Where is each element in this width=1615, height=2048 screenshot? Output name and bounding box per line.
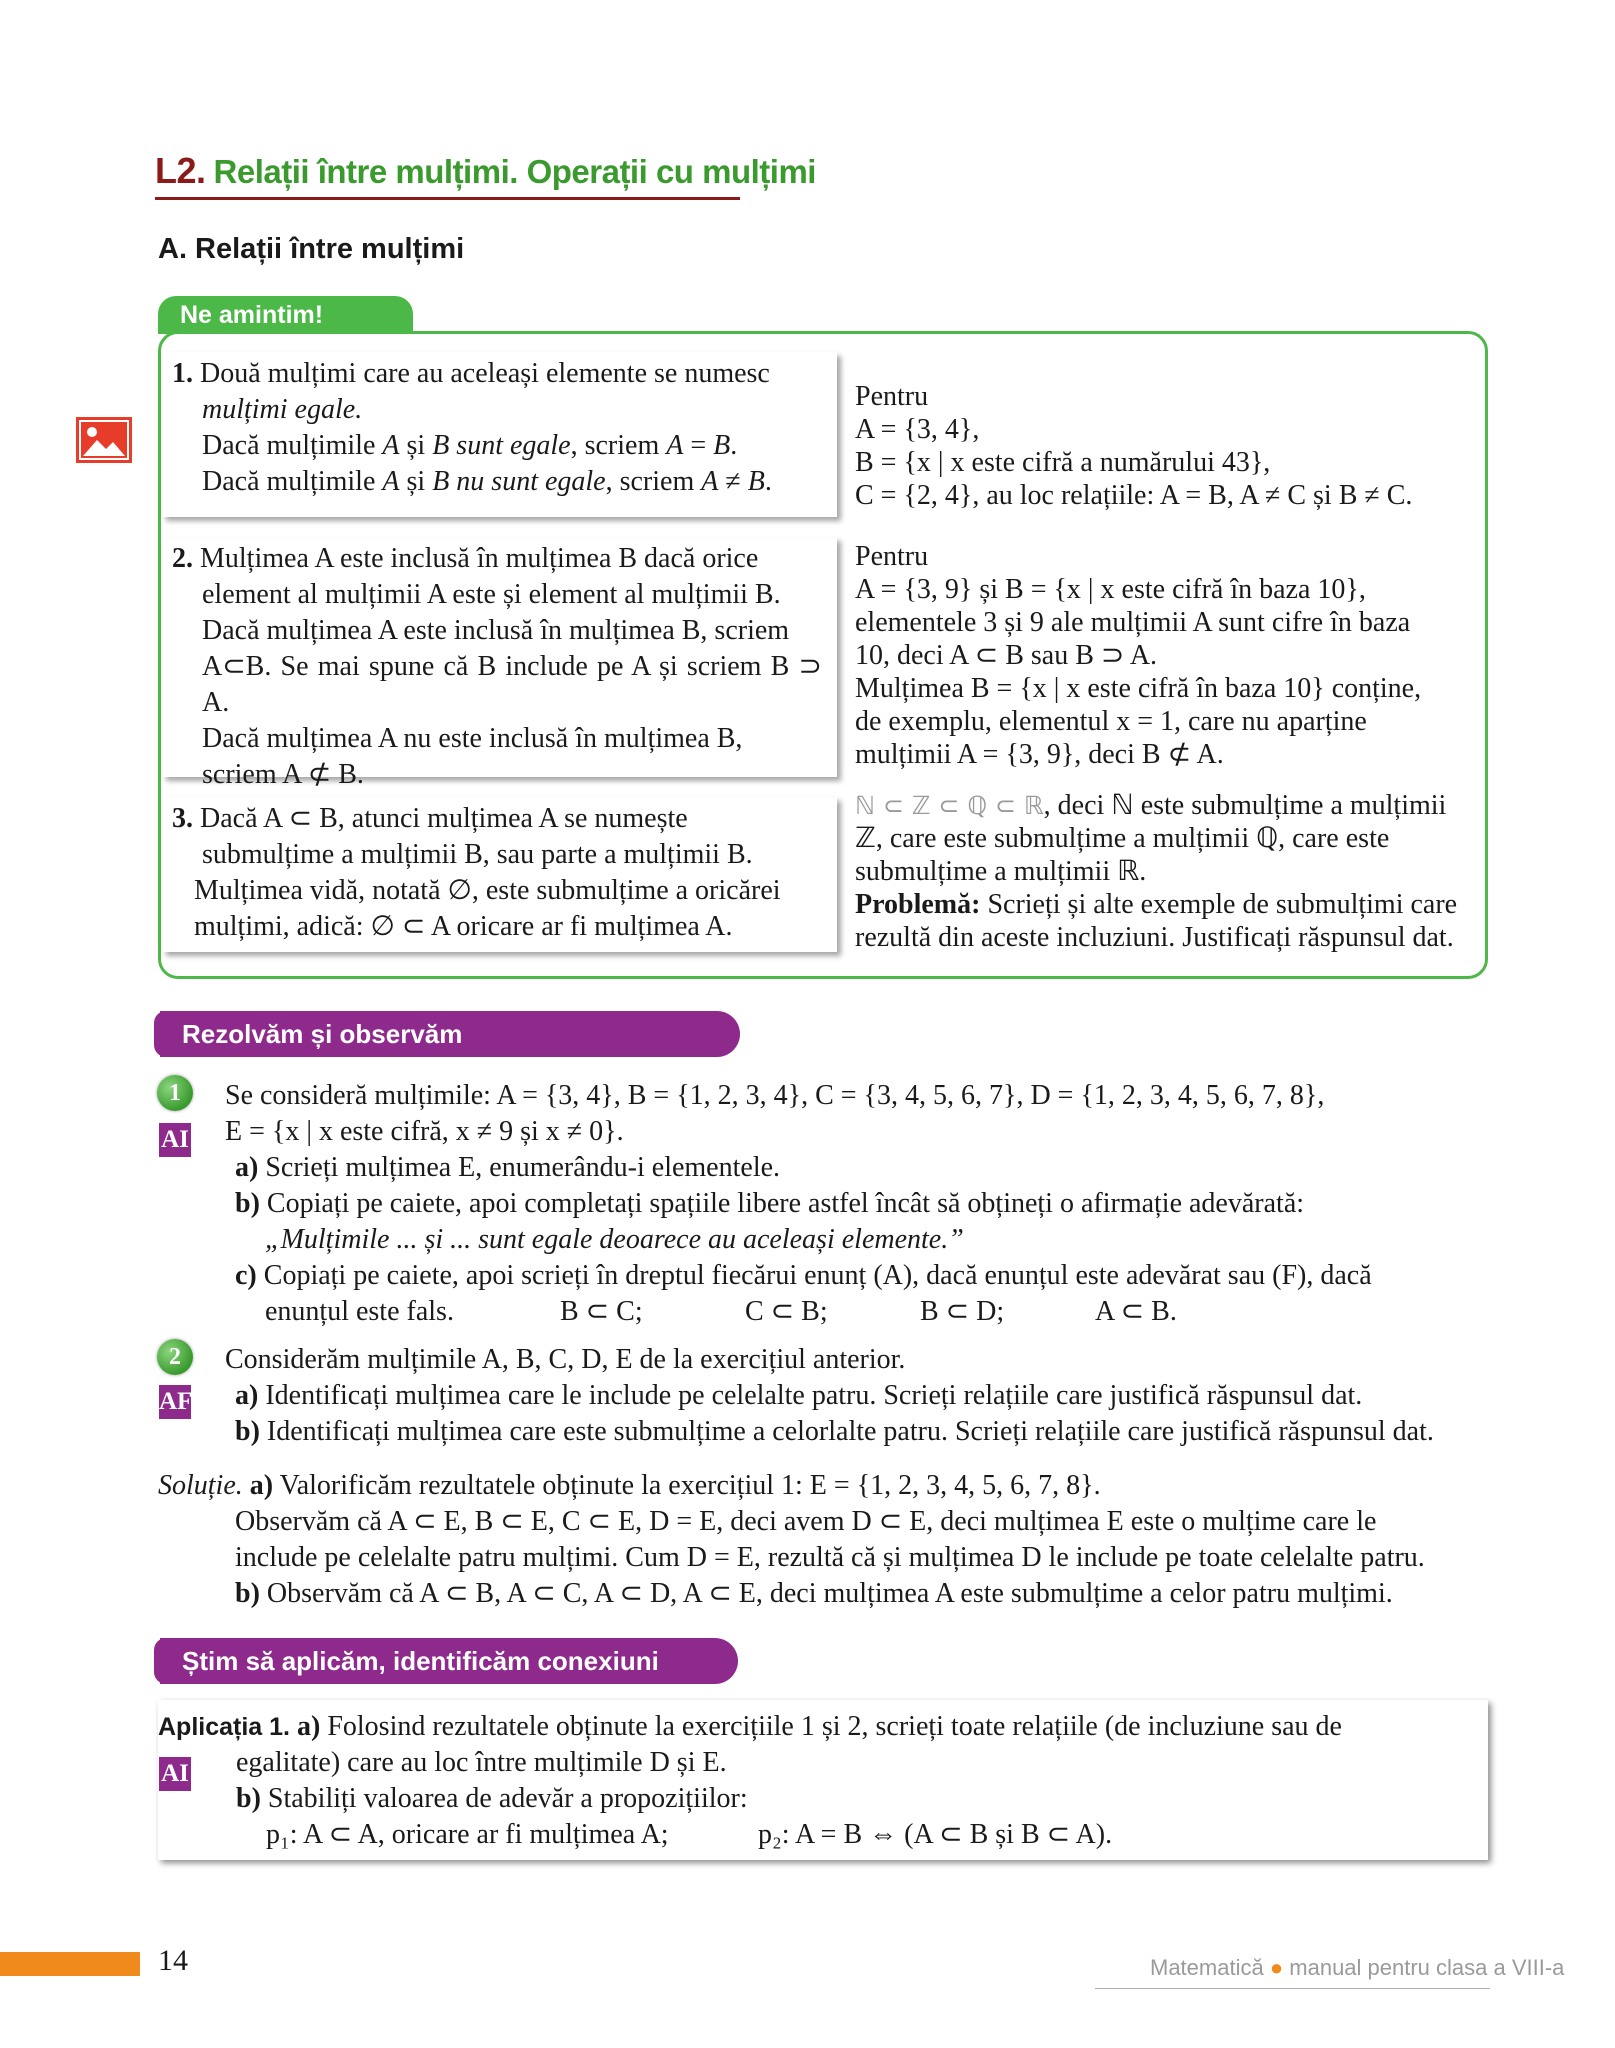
part-label: b): [235, 1416, 260, 1447]
example3-line4: Scrieți și alte exemple de submulțimi care: [980, 889, 1458, 920]
solution-line3: include pe celelalte patru mulțimi. Cum D = E, rezultă că și mulțimea D le include pe toate celelalte patru.: [235, 1542, 1425, 1573]
example1-line3: B = {x | x este cifră a numărului 43},: [855, 447, 1271, 478]
rezolvam-tab: Rezolvăm și observăm: [160, 1011, 740, 1057]
item3-line3: Mulțimea vidă, notată ∅, este submulțime a oricărei: [194, 875, 781, 906]
exercise1-line1: Se consideră mulțimile: A = {3, 4}, B = {1, 2, 3, 4}, C = {3, 4, 5, 6, 7}, D = {1, 2, 3, 4, 5, 6, 7, 8},: [225, 1080, 1325, 1111]
exercise1-c-line2: enunțul este fals. B ⊂ C; C ⊂ B; B ⊂ D; A ⊂ B.: [225, 1294, 1490, 1330]
example3-line1: , deci ℕ este submulțime a mulțimii: [1043, 790, 1447, 821]
part-label: b): [236, 1783, 261, 1814]
example-3: [855, 789, 1480, 954]
relation-1: B ⊂ C;: [560, 1296, 643, 1327]
part-label: a): [235, 1152, 259, 1183]
example1-line2: A = {3, 4},: [855, 414, 980, 445]
item2-line6: scriem A ⊄ B.: [202, 759, 364, 790]
section-heading: A. Relații între mulțimi: [158, 233, 465, 265]
item1-line4: Dacă mulțimile A și B nu sunt egale, scriem A ≠ B.: [202, 466, 772, 497]
exercise-1: [225, 1078, 1490, 1330]
application-label: Aplicația 1.: [158, 1713, 290, 1741]
item2-line4: A⊂B. Se mai spune că B include pe A și scriem B ⊃ A.: [202, 651, 822, 718]
stim-tab: Știm să aplicăm, identificăm conexiuni: [160, 1638, 738, 1684]
example3-line2: ℤ, care este submulțime a mulțimii ℚ, care este: [855, 823, 1390, 854]
item1-line3: Dacă mulțimile A și B sunt egale, scriem A = B.: [202, 430, 738, 461]
item-number: 2.: [172, 543, 193, 574]
exercise1-c: Copiați pe caiete, apoi scrieți în dreptul fiecărui enunț (A), dacă enunțul este adevărat sau (F), dacă: [256, 1260, 1372, 1291]
example2-line2: A = {3, 9} și B = {x | x este cifră în baza 10},: [855, 574, 1366, 605]
proposition-p2: p₂: A = B ⇔ (A ⊂ B și B ⊂ A).: [758, 1819, 1113, 1850]
item1-line2: mulțimi egale.: [202, 394, 363, 425]
difficulty-badge: AI: [159, 1757, 191, 1791]
exercise1-b-quote: „Mulțimile ... și ... sunt egale deoarece au aceleași elemente.”: [265, 1224, 964, 1255]
example1-line1: Pentru: [855, 381, 929, 412]
solution-label: Soluție.: [158, 1470, 243, 1501]
exercise2-b: Identificați mulțimea care este submulțime a celorlalte patru. Scrieți relațiile care justifică răspunsul dat.: [259, 1416, 1434, 1447]
example2-line1: Pentru: [855, 541, 929, 572]
part-label: b): [235, 1188, 260, 1219]
item2-line1: Mulțimea A este inclusă în mulțimea B dacă orice: [200, 543, 759, 574]
part-label: a): [290, 1711, 321, 1742]
application1-a: Folosind rezultatele obținute la exercițiile 1 și 2, scrieți toate relațiile (de incluziune sau de: [320, 1711, 1342, 1742]
item3-line1: Dacă A ⊂ B, atunci mulțimea A se numește: [200, 803, 688, 834]
bullet-icon: ●: [1269, 1955, 1284, 1980]
item3-line2: submulțime a mulțimii B, sau parte a mulțimii B.: [202, 839, 753, 870]
remember-card-2: [162, 537, 837, 790]
example2-line7: mulțimii A = {3, 9}, deci B ⊄ A.: [855, 739, 1224, 770]
lesson-title: [155, 150, 816, 192]
footer-bar: [0, 1952, 140, 1976]
exercise2-a: Identificați mulțimea care le include pe celelalte patru. Scrieți relațiile care justifică răspunsul dat.: [258, 1380, 1363, 1411]
exercise2-line1: Considerăm mulțimile A, B, C, D, E de la exercițiul anterior.: [225, 1344, 906, 1375]
example-1: [855, 380, 1480, 512]
remember-card-3: [162, 797, 837, 952]
item2-line3: Dacă mulțimea A este inclusă în mulțimea B, scriem: [202, 615, 790, 646]
relation-2: C ⊂ B;: [745, 1296, 828, 1327]
exercise1-a: Scrieți mulțimea E, enumerându-i elementele.: [258, 1152, 781, 1183]
ne-amintim-tab: Ne amintim!: [158, 296, 413, 334]
item2-line5: Dacă mulțimea A nu este inclusă în mulțimea B,: [202, 723, 743, 754]
part-label: c): [235, 1260, 257, 1291]
part-label: b): [235, 1578, 260, 1609]
part-label: a): [235, 1380, 259, 1411]
lesson-code: L2.: [155, 150, 206, 191]
page-number: 14: [158, 1944, 188, 1977]
application1-b: Stabiliți valoarea de adevăr a propozițiilor:: [260, 1783, 748, 1814]
exercise1-line2: E = {x | x este cifră, x ≠ 9 și x ≠ 0}.: [225, 1116, 624, 1147]
difficulty-badge: AF: [159, 1385, 191, 1419]
difficulty-badge: AI: [159, 1123, 191, 1157]
example3-line5: rezultă din aceste incluziuni. Justificați răspunsul dat.: [855, 922, 1454, 953]
item-number: 3.: [172, 803, 193, 834]
example2-line3: elementele 3 și 9 ale mulțimii A sunt cifre în baza: [855, 607, 1411, 638]
exercise-number-1: 1: [157, 1075, 193, 1111]
example3-line3: submulțime a mulțimii ℝ.: [855, 856, 1147, 887]
proposition-p1: p₁: A ⊂ A, oricare ar fi mulțimea A;: [266, 1819, 669, 1850]
relation-4: A ⊂ B.: [1095, 1296, 1177, 1327]
footer-line: [1095, 1988, 1490, 1989]
exercise1-b: Copiați pe caiete, apoi completați spațiile libere astfel încât să obțineți o afirmație adevărată:: [259, 1188, 1305, 1219]
item1-line1: Două mulțimi care au aceleași elemente se numesc: [200, 358, 770, 389]
part-label: a): [242, 1470, 274, 1501]
application1-a-line2: egalitate) care au loc între mulțimile D și E.: [236, 1747, 727, 1778]
example2-line5: Mulțimea B = {x | x este cifră în baza 10} conține,: [855, 673, 1422, 704]
solution-line2: Observăm că A ⊂ E, B ⊂ E, C ⊂ E, D = E, deci avem D ⊂ E, deci mulțimea E este o mulțime care le: [235, 1506, 1377, 1537]
problem-label: Problemă:: [855, 889, 981, 920]
book-title: Matematică ● manual pentru clasa a VIII-a: [1150, 1955, 1565, 1980]
example2-line4: 10, deci A ⊂ B sau B ⊃ A.: [855, 640, 1158, 671]
relation-3: B ⊂ D;: [920, 1296, 1005, 1327]
number-sets-chain: ℕ ⊂ ℤ ⊂ ℚ ⊂ ℝ: [855, 791, 1044, 820]
example2-line6: de exemplu, elementul x = 1, care nu aparține: [855, 706, 1367, 737]
application-1: [158, 1709, 1478, 1853]
exercise-2: [225, 1342, 1490, 1450]
example1-line4: C = {2, 4}, au loc relațiile: A = B, A ≠ C și B ≠ C.: [855, 480, 1413, 511]
solution: [158, 1468, 1493, 1612]
title-underline: [155, 197, 740, 200]
item-number: 1.: [172, 358, 193, 389]
propositions: [158, 1817, 1478, 1853]
item3-line4: mulțimi, adică: ∅ ⊂ A oricare ar fi mulțimea A.: [194, 911, 733, 942]
item2-line2: element al mulțimii A este și element al mulțimii B.: [202, 579, 781, 610]
example-2: [855, 540, 1480, 771]
lesson-title-text: Relații între mulțimi. Operații cu mulțimi: [213, 153, 816, 190]
remember-card-1: [162, 352, 837, 517]
solution-b: Observăm că A ⊂ B, A ⊂ C, A ⊂ D, A ⊂ E, deci mulțimea A este submulțime a celor patru mulțimi.: [259, 1578, 1393, 1609]
solution-a: Valorificăm rezultatele obținute la exercițiul 1: E = {1, 2, 3, 4, 5, 6, 7, 8}.: [273, 1470, 1101, 1501]
exercise-number-2: 2: [157, 1339, 193, 1375]
image-icon[interactable]: [76, 417, 132, 463]
